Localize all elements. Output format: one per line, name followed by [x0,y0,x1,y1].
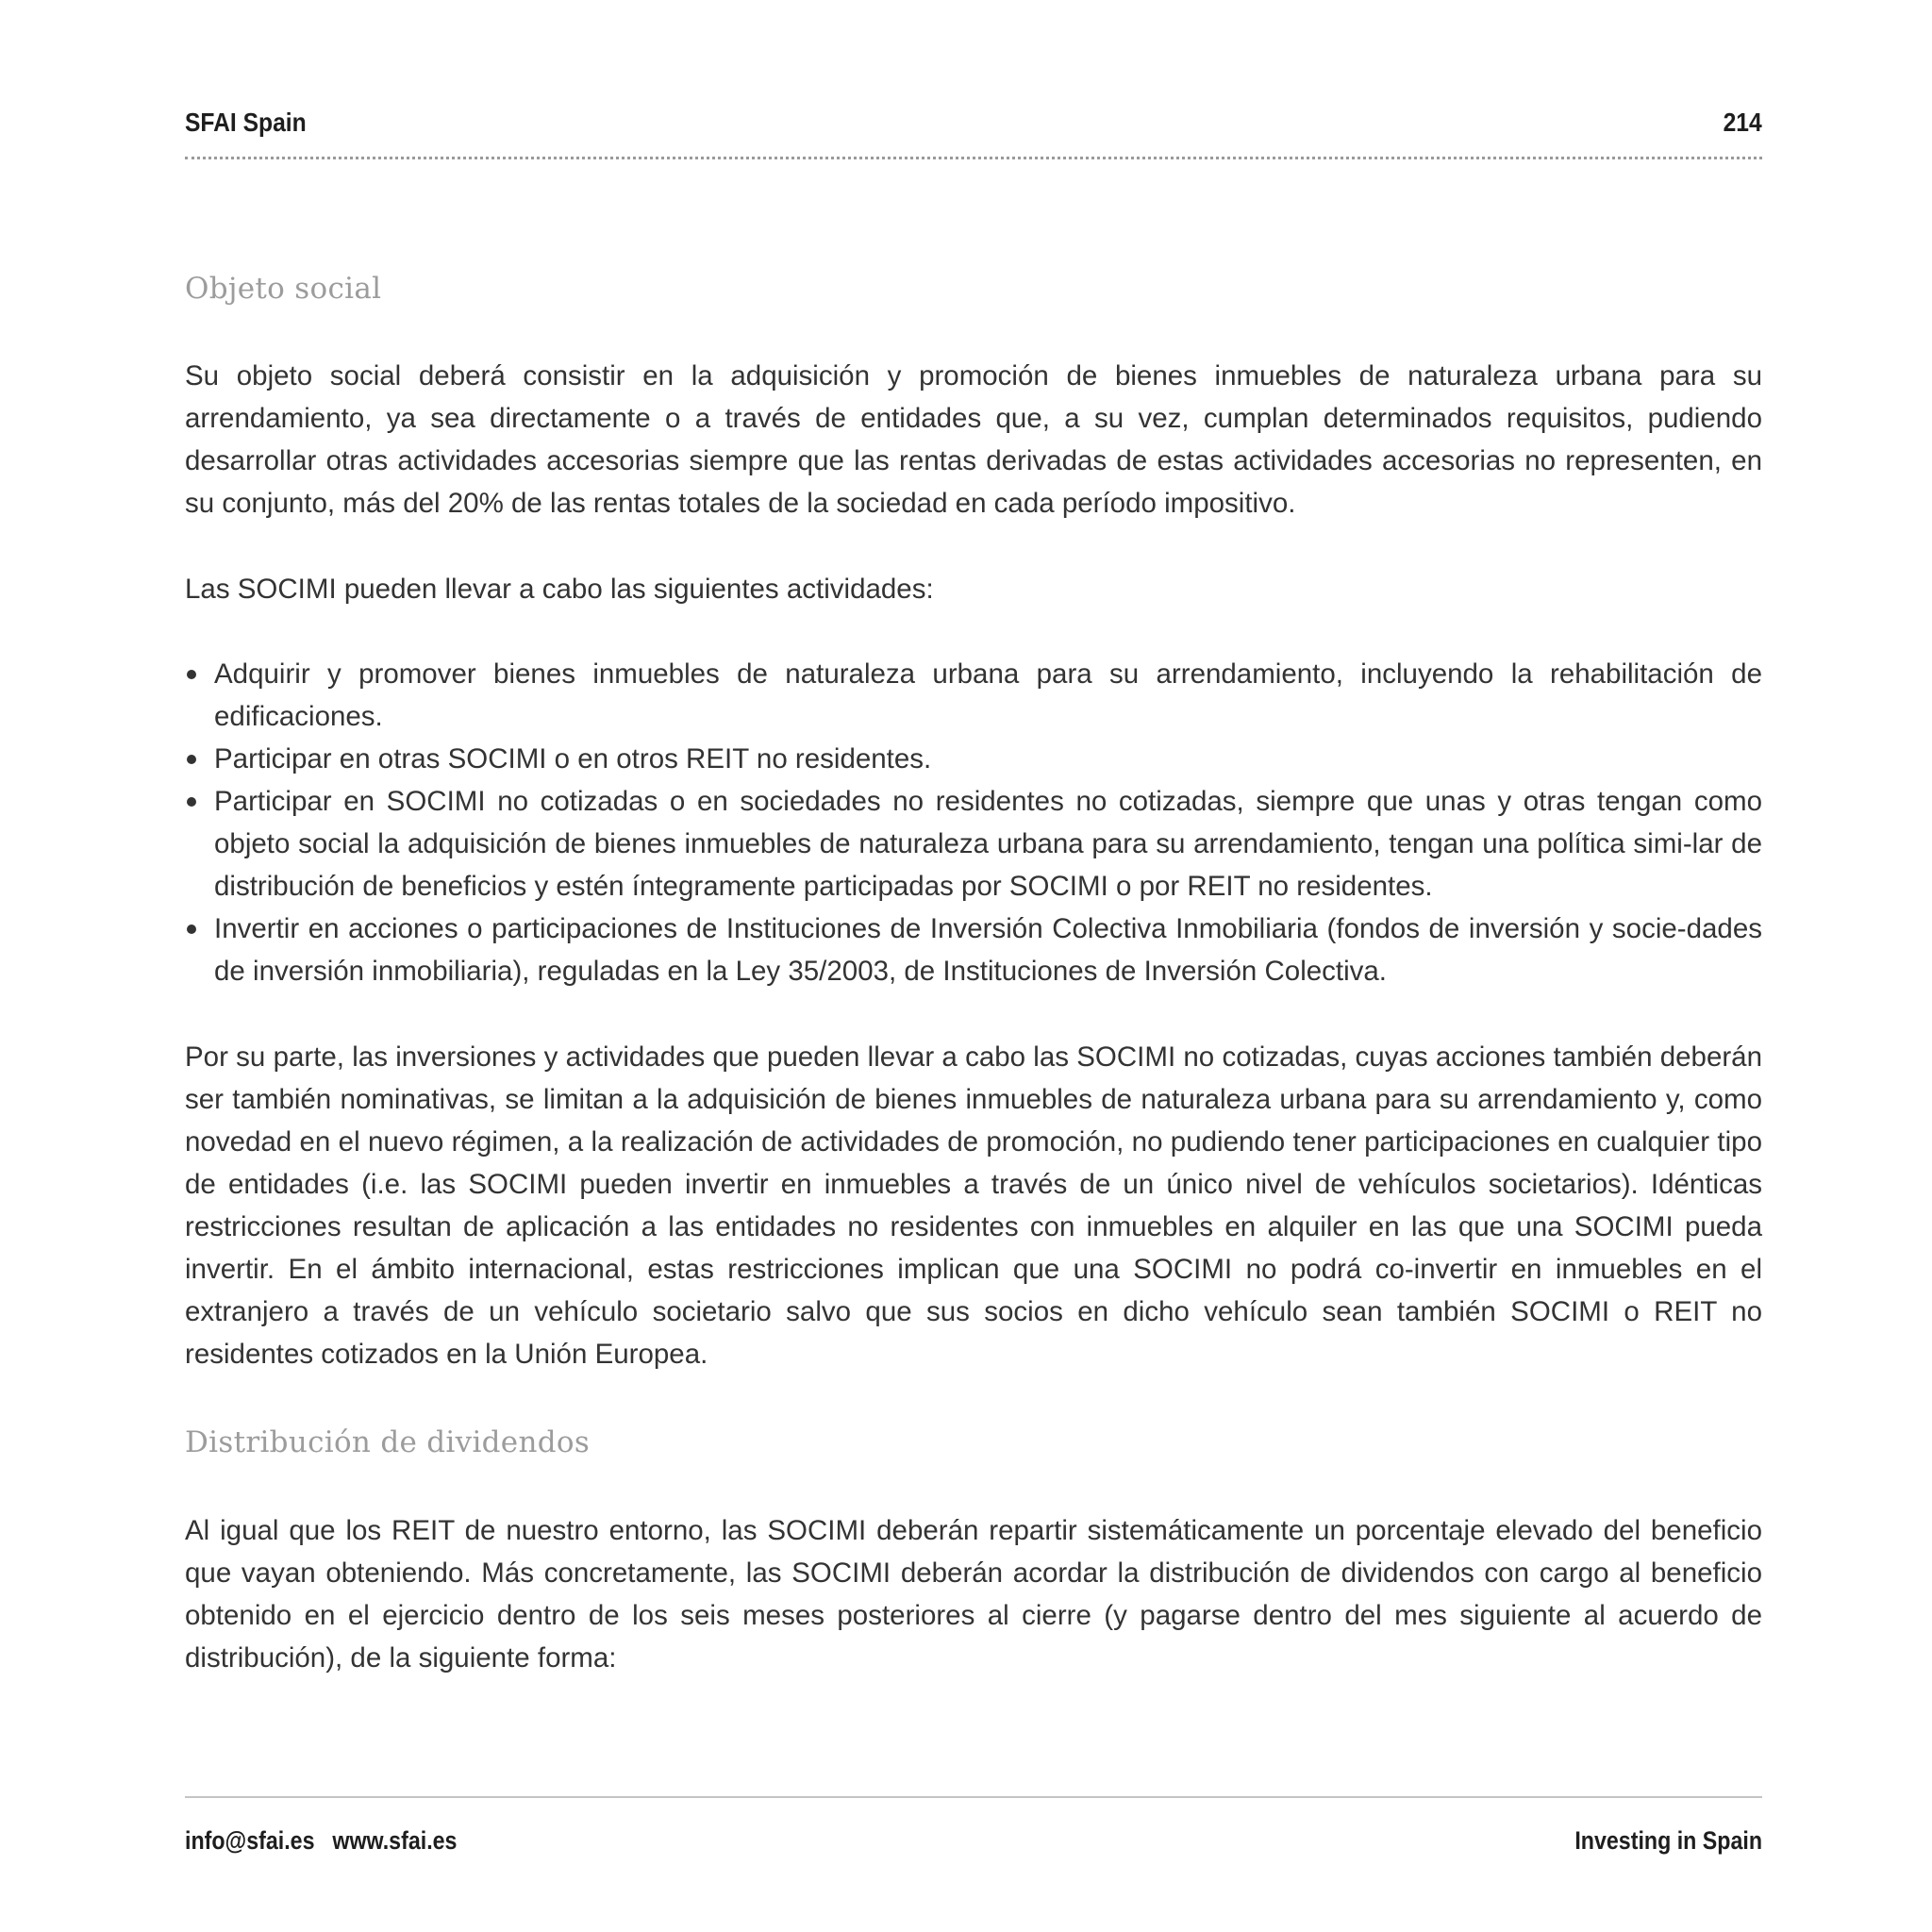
list-item [185,908,1762,992]
bullet-icon [187,670,196,679]
list-item [185,780,1762,908]
paragraph-dividendos: Al igual que los REIT de nuestro entorno, las SOCIMI deberán repartir sistemáticamente un porcentaje elevado del beneficio que vayan obteniendo. Más concretamente, las SOCIMI deberán acordar la distribución de dividendos con cargo al beneficio obtenido en el ejercicio dentro de los seis meses posteriores al cierre (y pagarse dentro del mes siguiente al acuerdo de distribución), de la siguiente forma: [185,1515,1762,1674]
list-item [185,738,1762,780]
bullet-icon [187,797,196,807]
page-header [185,108,1762,145]
paragraph-socimi-no-cotizadas: Por su parte, las inversiones y actividades que pueden llevar a cabo las SOCIMI no cotizadas, cuyas acciones también deberán ser también nominativas, se limitan a la adquisición de bienes inmuebles de naturaleza urbana para su arrendamiento y, como novedad en el nuevo régimen, a la realización de actividades de promoción, no pudiendo tener participaciones en cualquier tipo de entidades (i.e. las SOCIMI pueden invertir en inmuebles a través de un único nivel de vehículos societarios). Idénticas restricciones resultan de aplicación a las entidades no residentes con inmuebles en alquiler en las que una SOCIMI pueda invertir. En el ámbito internacional, estas restricciones implican que una SOCIMI no podrá co-invertir en inmuebles en el extranjero a través de un vehículo societario salvo que sus socios en dicho vehículo sean también SOCIMI o REIT no residentes cotizados en la Unión Europea. [185,1041,1762,1370]
activities-list [185,653,1762,992]
footer-title: Investing in Spain [1574,1826,1762,1855]
footer-contact [185,1826,457,1856]
header-brand: SFAI Spain [185,108,307,137]
section-heading-objeto-social: Objeto social [185,272,382,306]
bullet-icon [187,755,196,764]
list-item-text: Participar en SOCIMI no cotizadas o en sociedades no residentes no cotizadas, siempre que unas y otras tengan como objeto social la adquisición de bienes inmuebles de naturaleza urbana para su arrendamiento, tengan una política simi-lar de distribución de beneficios y estén íntegramente participadas por SOCIMI o por REIT no residentes. [214,786,1762,902]
list-item-text: Adquirir y promover bienes inmuebles de naturaleza urbana para su arrendamiento, incluyendo la rehabilitación de edificaciones. [214,658,1762,732]
paragraph-objeto-intro: Su objeto social deberá consistir en la adquisición y promoción de bienes inmuebles de naturaleza urbana para su arrendamiento, ya sea directamente o a través de entidades que, a su vez, cumplan determinados requisitos, pudiendo desarrollar otras actividades accesorias siempre que las rentas derivadas de estas actividades accesorias no representen, en su conjunto, más del 20% de las rentas totales de la sociedad en cada período impositivo. [185,360,1762,519]
bullet-icon [187,924,196,934]
list-item-text: Participar en otras SOCIMI o en otros REIT no residentes. [214,743,932,774]
section-heading-distribucion-dividendos: Distribución de dividendos [185,1425,591,1459]
document-page [185,0,1762,1932]
header-divider [185,157,1762,159]
footer-website: www.sfai.es [332,1826,458,1855]
footer-email: info@sfai.es [185,1826,315,1855]
page-number: 214 [1723,108,1762,137]
list-item-text: Invertir en acciones o participaciones de Instituciones de Inversión Colectiva Inmobiliaria (fondos de inversión y socie-dades de inversión inmobiliaria), reguladas en la Ley 35/2003, de Instituciones de Inversión Colectiva. [214,913,1762,987]
footer-divider [185,1796,1762,1798]
list-item [185,653,1762,738]
paragraph-actividades-lead: Las SOCIMI pueden llevar a cabo las siguientes actividades: [185,574,934,605]
